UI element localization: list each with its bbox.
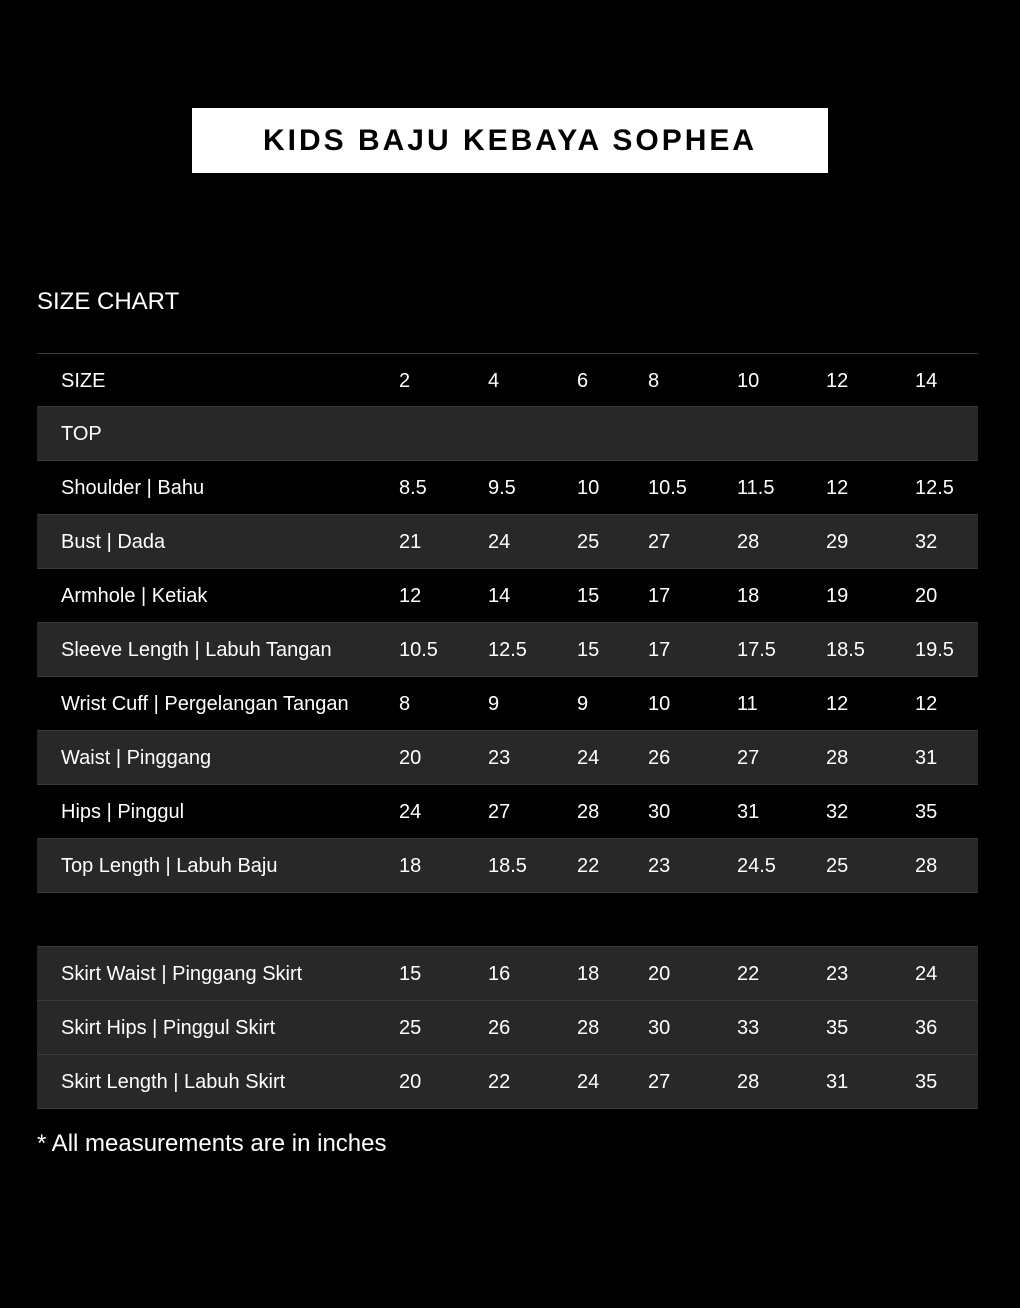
table-cell: 9 [488, 693, 500, 715]
table-cell: 27 [737, 747, 760, 769]
header-cell: 6 [577, 370, 589, 392]
table-spacer [37, 893, 978, 947]
table-cell: 26 [648, 747, 671, 769]
header-cell: 8 [648, 370, 660, 392]
table-cell: 28 [915, 855, 938, 877]
row-label: Sleeve Length | Labuh Tangan [61, 639, 332, 661]
header-cell: 4 [488, 370, 500, 392]
table-cell: 18.5 [488, 855, 527, 877]
table-cell: 26 [488, 1017, 511, 1039]
table-cell: 35 [826, 1017, 849, 1039]
table-cell: 24 [915, 963, 938, 985]
table-row [37, 947, 978, 1001]
table-cell: 24 [577, 747, 600, 769]
table-cell: 12.5 [915, 477, 954, 499]
table-cell: 22 [577, 855, 600, 877]
row-label: Shoulder | Bahu [61, 477, 205, 499]
table-cell: 12 [826, 693, 849, 715]
table-row [37, 569, 978, 623]
table-cell: 17 [648, 639, 671, 661]
table-cell: 12.5 [488, 639, 527, 661]
table-cell: 28 [577, 1017, 600, 1039]
table-cell: 25 [399, 1017, 422, 1039]
table-cell: 22 [737, 963, 760, 985]
table-cell: 27 [648, 531, 671, 553]
table-cell: 32 [826, 801, 849, 823]
row-label: Hips | Pinggul [61, 801, 185, 823]
table-cell: 12 [399, 585, 422, 607]
row-label: Skirt Hips | Pinggul Skirt [61, 1017, 276, 1039]
table-cell: 16 [488, 963, 511, 985]
row-label: Waist | Pinggang [61, 747, 212, 769]
table-cell: 31 [915, 747, 938, 769]
table-cell: 10 [577, 477, 600, 499]
table-cell: 22 [488, 1071, 511, 1093]
top-rows [37, 461, 978, 893]
table-row [37, 839, 978, 893]
table-cell: 23 [488, 747, 511, 769]
table-cell: 14 [488, 585, 511, 607]
row-label: Skirt Waist | Pinggang Skirt [61, 963, 303, 985]
footnote: * All measurements are in inches [37, 1130, 387, 1157]
page-title: KIDS BAJU KEBAYA SOPHEA [192, 108, 828, 173]
row-label: Top Length | Labuh Baju [61, 855, 278, 877]
table-cell: 23 [648, 855, 671, 877]
table-cell: 25 [826, 855, 849, 877]
table-row [37, 515, 978, 569]
table-cell: 18.5 [826, 639, 865, 661]
table-cell: 23 [826, 963, 849, 985]
table-cell: 8.5 [399, 477, 427, 499]
table-cell: 27 [488, 801, 511, 823]
table-cell: 11 [737, 693, 758, 715]
table-cell: 24 [488, 531, 511, 553]
table-cell: 19.5 [915, 639, 954, 661]
header-cell: SIZE [61, 370, 106, 392]
table-header-row [37, 353, 978, 407]
row-label: Skirt Length | Labuh Skirt [61, 1071, 286, 1093]
table-cell: 18 [577, 963, 600, 985]
table-cell: 20 [915, 585, 938, 607]
table-cell: 35 [915, 801, 938, 823]
table-row [37, 623, 978, 677]
table-cell: 31 [826, 1071, 849, 1093]
table-cell: 32 [915, 531, 938, 553]
table-cell: 18 [737, 585, 760, 607]
table-cell: 11.5 [737, 477, 775, 499]
table-cell: 27 [648, 1071, 671, 1093]
table-cell: 12 [915, 693, 938, 715]
table-row [37, 731, 978, 785]
table-cell: 15 [399, 963, 422, 985]
table-cell: 15 [577, 585, 600, 607]
table-cell: 25 [577, 531, 600, 553]
table-cell: 9 [577, 693, 589, 715]
header-cell: 14 [915, 370, 938, 392]
header-cell: 2 [399, 370, 411, 392]
table-cell: 10 [648, 693, 671, 715]
header-cell: 12 [826, 370, 849, 392]
table-row [37, 461, 978, 515]
table-cell: 17 [648, 585, 671, 607]
row-label: Wrist Cuff | Pergelangan Tangan [61, 693, 349, 715]
row-label: Bust | Dada [61, 531, 166, 553]
table-cell: 28 [737, 531, 760, 553]
top-section-label: TOP [61, 423, 102, 445]
table-cell: 20 [648, 963, 671, 985]
table-cell: 9.5 [488, 477, 516, 499]
size-chart-table [37, 353, 978, 1109]
table-cell: 12 [826, 477, 849, 499]
row-label: Armhole | Ketiak [61, 585, 208, 607]
skirt-rows [37, 947, 978, 1109]
table-cell: 28 [737, 1071, 760, 1093]
table-cell: 8 [399, 693, 411, 715]
table-cell: 10.5 [399, 639, 438, 661]
table-cell: 28 [826, 747, 849, 769]
section-label: SIZE CHART [37, 288, 180, 315]
table-cell: 24 [577, 1071, 600, 1093]
table-cell: 33 [737, 1017, 760, 1039]
table-cell: 18 [399, 855, 422, 877]
table-cell: 28 [577, 801, 600, 823]
table-cell: 21 [399, 531, 422, 553]
table-cell: 17.5 [737, 639, 776, 661]
table-row [37, 1055, 978, 1109]
table-cell: 15 [577, 639, 600, 661]
table-cell: 20 [399, 1071, 422, 1093]
top-section-row [37, 407, 978, 461]
table-cell: 30 [648, 801, 671, 823]
table-cell: 19 [826, 585, 849, 607]
table-row [37, 785, 978, 839]
table-cell: 24 [399, 801, 422, 823]
table-cell: 29 [826, 531, 849, 553]
table-cell: 30 [648, 1017, 671, 1039]
table-cell: 20 [399, 747, 422, 769]
table-row [37, 677, 978, 731]
table-cell: 36 [915, 1017, 938, 1039]
header-cell: 10 [737, 370, 760, 392]
table-cell: 31 [737, 801, 760, 823]
table-cell: 24.5 [737, 855, 776, 877]
table-cell: 35 [915, 1071, 938, 1093]
table-row [37, 1001, 978, 1055]
table-cell: 10.5 [648, 477, 687, 499]
